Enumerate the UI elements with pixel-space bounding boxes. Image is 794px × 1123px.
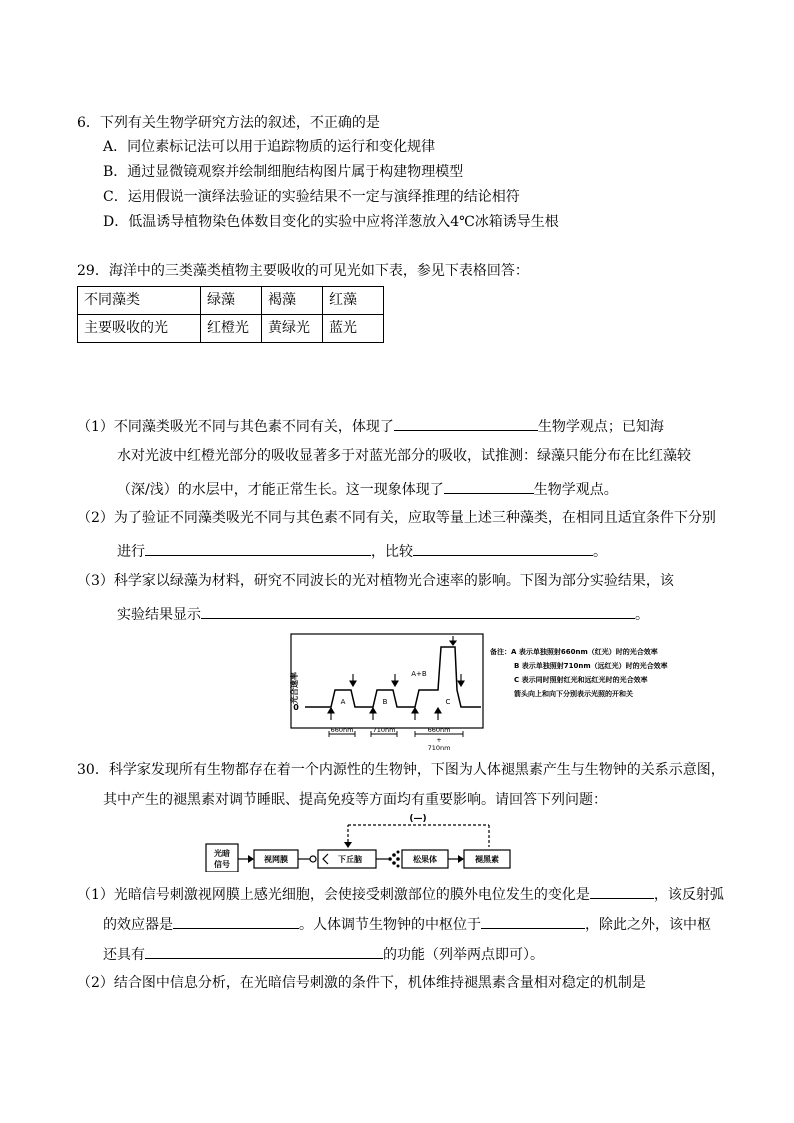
q6-option-c: C．运用假说一演绎法验证的实验结果不一定与演绎推理的结论相符: [103, 189, 520, 205]
answer-blank[interactable]: [590, 883, 654, 899]
q30-part1-line1: [77, 883, 724, 905]
table-cell: 绿藻: [201, 287, 262, 315]
box-label: 视网膜: [264, 855, 288, 864]
q6-option-a: A．同位素标记法可以用于追踪物质的运行和变化规律: [103, 139, 436, 155]
text: （1）不同藻类吸光不同与其色素不同有关，体现了: [77, 419, 394, 435]
wavelength-label: 660nm: [330, 726, 354, 734]
answer-blank[interactable]: [413, 540, 593, 556]
q6-stem: 6．下列有关生物学研究方法的叙述，不正确的是: [77, 115, 380, 131]
box-label: 光暗: [214, 849, 230, 858]
table-row: [78, 315, 384, 343]
q29-part1-line1: [77, 415, 664, 437]
q29-part3-line2: [117, 603, 649, 625]
table-cell: 褐藻: [262, 287, 323, 315]
text: 。: [635, 607, 649, 623]
q30-part1-line2: [103, 913, 711, 935]
text: 的效应器是: [103, 917, 173, 933]
melatonin-diagram: [202, 808, 512, 872]
table-cell: 红橙光: [201, 315, 262, 343]
algae-table: [77, 286, 384, 343]
text: ，比较: [371, 544, 413, 560]
wavelength-label: 710nm: [372, 726, 396, 734]
zero-label: 0: [293, 703, 299, 712]
light-arrows: [328, 636, 464, 720]
box-label: 信号: [214, 860, 230, 869]
q29-stem: 29．海洋中的三类藻类植物主要吸收的可见光如下表，参见下表格回答：: [77, 263, 529, 279]
plus-label: +: [436, 736, 442, 744]
q6-option-b: B．通过显微镜观察并绘制细胞结构图片属于构建物理模型: [103, 164, 464, 180]
text: 。: [593, 544, 607, 560]
rate-curve: [305, 647, 481, 707]
peak-c-label: C: [445, 698, 451, 706]
box-label: 褪黑素: [475, 855, 499, 864]
arrowhead: [450, 641, 456, 645]
text: 进行: [117, 544, 145, 560]
wavelength-label: 660nm: [427, 726, 451, 734]
answer-blank[interactable]: [145, 540, 371, 556]
wavelength-label: 710nm: [427, 744, 451, 752]
figure-note: 备注：A 表示单独照射660nm（红光）时的光合效率: [490, 648, 658, 656]
answer-blank[interactable]: [394, 415, 538, 431]
arrowhead: [344, 842, 352, 848]
arrowhead: [370, 708, 376, 713]
table-cell: 蓝光: [323, 315, 384, 343]
answer-blank[interactable]: [201, 603, 635, 619]
photosynthesis-figure: [285, 632, 710, 754]
q30-stem-line1: 30．科学家发现所有生物都存在着一个内源性的生物钟，下图为人体褪黑素产生与生物钟的关系示意图，: [77, 762, 725, 778]
q29-part2-line1: （2）为了验证不同藻类吸光不同与其色素不同有关，应取等量上述三种藻类，在相同且适宜条件下分别: [77, 510, 716, 526]
table-cell: 主要吸收的光: [78, 315, 201, 343]
y-axis-label: 光合速率: [290, 672, 299, 704]
q30-part1-line3: [103, 943, 544, 965]
table-cell: 黄绿光: [262, 315, 323, 343]
answer-blank[interactable]: [481, 913, 585, 929]
table-cell: 红藻: [323, 287, 384, 315]
q6-option-d: D．低温诱导植物染色体数目变化的实验中应将洋葱放入4℃冰箱诱导生根: [103, 214, 559, 230]
text: ，除此之外，该中枢: [585, 917, 711, 933]
answer-blank[interactable]: [444, 478, 534, 494]
arrowhead: [458, 681, 464, 686]
text: （深/浅）的水层中，才能正常生长。这一现象体现了: [117, 482, 444, 498]
arrowhead: [248, 855, 254, 863]
figure-note: B 表示单独照射710nm（远红光）时的光合效率: [514, 662, 668, 670]
table-row: [78, 287, 384, 315]
figure-note: 箭头向上和向下分别表示光照的开和关: [514, 690, 633, 698]
text: 。人体调节生物钟的中枢位于: [299, 917, 481, 933]
text: （1）光暗信号刺激视网膜上感光细胞，会使接受刺激部位的膜外电位发生的变化是: [77, 887, 590, 903]
feedback-sign: (—): [409, 814, 427, 824]
peak-a-label: A: [340, 698, 346, 706]
peak-ab-label: A+B: [411, 670, 427, 678]
arrowhead: [412, 708, 418, 713]
feedback-loop: [348, 825, 489, 847]
text: ，该反射弧: [653, 887, 724, 903]
q29-part3-line1: （3）科学家以绿藻为材料，研究不同波长的光对植物光合速率的影响。下图为部分实验结果，该: [77, 573, 674, 589]
q29-part2-line2: [117, 540, 607, 562]
arrowhead: [435, 708, 441, 713]
text: 实验结果显示: [117, 607, 201, 623]
text: 还具有: [103, 947, 145, 963]
answer-blank[interactable]: [145, 943, 383, 959]
q30-stem-line2: 其中产生的褪黑素对调节睡眠、提高免疫等方面均有重要影响。请回答下列问题：: [103, 792, 607, 808]
arrowhead: [328, 708, 334, 713]
arrowhead: [458, 855, 464, 863]
arrowhead: [392, 681, 398, 686]
box-label: 下丘脑: [338, 855, 362, 864]
figure-note: C 表示同时照射红光和远红光时的光合效率: [514, 676, 648, 684]
q30-part2: （2）结合图中信息分析，在光暗信号刺激的条件下，机体维持褪黑素含量相对稳定的机制是: [77, 975, 646, 991]
text: 的功能（列举两点即可）。: [383, 947, 544, 963]
box-label: 松果体: [413, 855, 437, 864]
text: 生物学观点。: [533, 482, 618, 498]
q29-part1-line3: [117, 478, 618, 500]
figure-frame: [291, 634, 483, 728]
q29-part1-line2: 水对光波中红橙光部分的吸收显著多于对蓝光部分的吸收，试推测：绿藻只能分布在比红藻较: [117, 448, 691, 464]
arrowhead: [350, 681, 356, 686]
text: 生物学观点；已知海: [537, 419, 664, 435]
answer-blank[interactable]: [173, 913, 299, 929]
peak-b-label: B: [382, 698, 388, 706]
secretion-dots: [388, 851, 400, 868]
table-cell: 不同藻类: [78, 287, 201, 315]
